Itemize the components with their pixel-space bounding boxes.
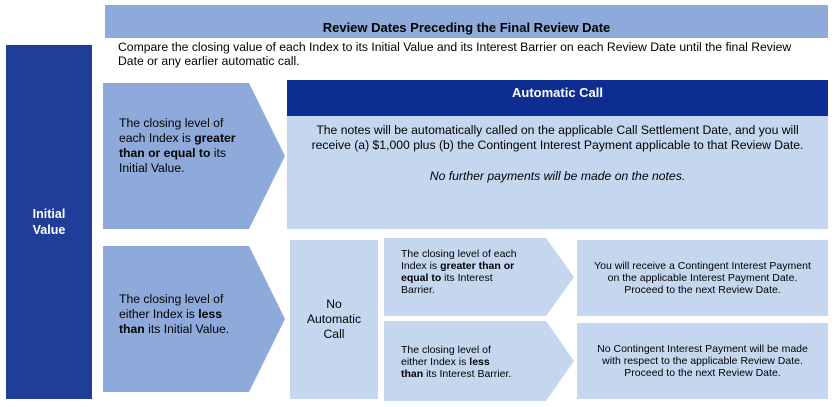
- no-automatic-call-line2: Automatic: [306, 312, 362, 326]
- result-payment-box: [577, 240, 828, 316]
- intro-text: Compare the closing value of each Index to its Initial Value and its Interest Barrier on each Review Date until the final Review Date or any earlier automatic call.: [118, 40, 792, 68]
- review-dates-header: [105, 5, 828, 38]
- condition-less-text: The closing level of either Index is less than its Initial Value.: [119, 292, 230, 336]
- initial-value-line2: Value: [32, 223, 66, 237]
- no-automatic-call-line1: No: [326, 297, 342, 311]
- barrier-greater-text: The closing level of each Index is greater than or equal to its Interest Barrier.: [401, 248, 517, 296]
- automatic-call-note: No further payments will be made on the notes.: [429, 169, 686, 183]
- initial-value-line1: Initial: [32, 207, 66, 221]
- automatic-call-description: The notes will be automatically called on the applicable Call Settlement Date, and you will receive (a) $1,000 plus (b) the Contingent Interest Payment applicable to that Review Date.: [311, 123, 804, 152]
- automatic-call-body: [287, 116, 828, 229]
- automatic-call-title: Automatic Call: [287, 80, 828, 116]
- condition-greater-arrow: [103, 83, 285, 229]
- condition-greater-text: The closing level of each Index is greater than or equal to its Initial Value.: [119, 116, 236, 175]
- result-no-payment-proceed: Proceed to the next Review Date.: [624, 367, 781, 379]
- no-automatic-call-box: [290, 240, 378, 399]
- result-payment-proceed: Proceed to the next Review Date.: [624, 284, 781, 296]
- result-no-payment-text: No Contingent Interest Payment will be made with respect to the applicable Review Date.: [597, 343, 808, 367]
- condition-less-arrow: [103, 246, 285, 392]
- review-dates-title: Review Dates Preceding the Final Review Date: [322, 20, 611, 35]
- result-no-payment-box: [577, 323, 828, 399]
- initial-value-box: [6, 45, 92, 399]
- result-payment-text: You will receive a Contingent Interest Payment on the applicable Interest Payment Date.: [594, 260, 811, 284]
- barrier-less-arrow: [384, 321, 574, 401]
- barrier-less-text: The closing level of either Index is less than its Interest Barrier.: [401, 344, 512, 380]
- barrier-greater-arrow: [384, 238, 574, 316]
- no-automatic-call-line3: Call: [323, 327, 345, 341]
